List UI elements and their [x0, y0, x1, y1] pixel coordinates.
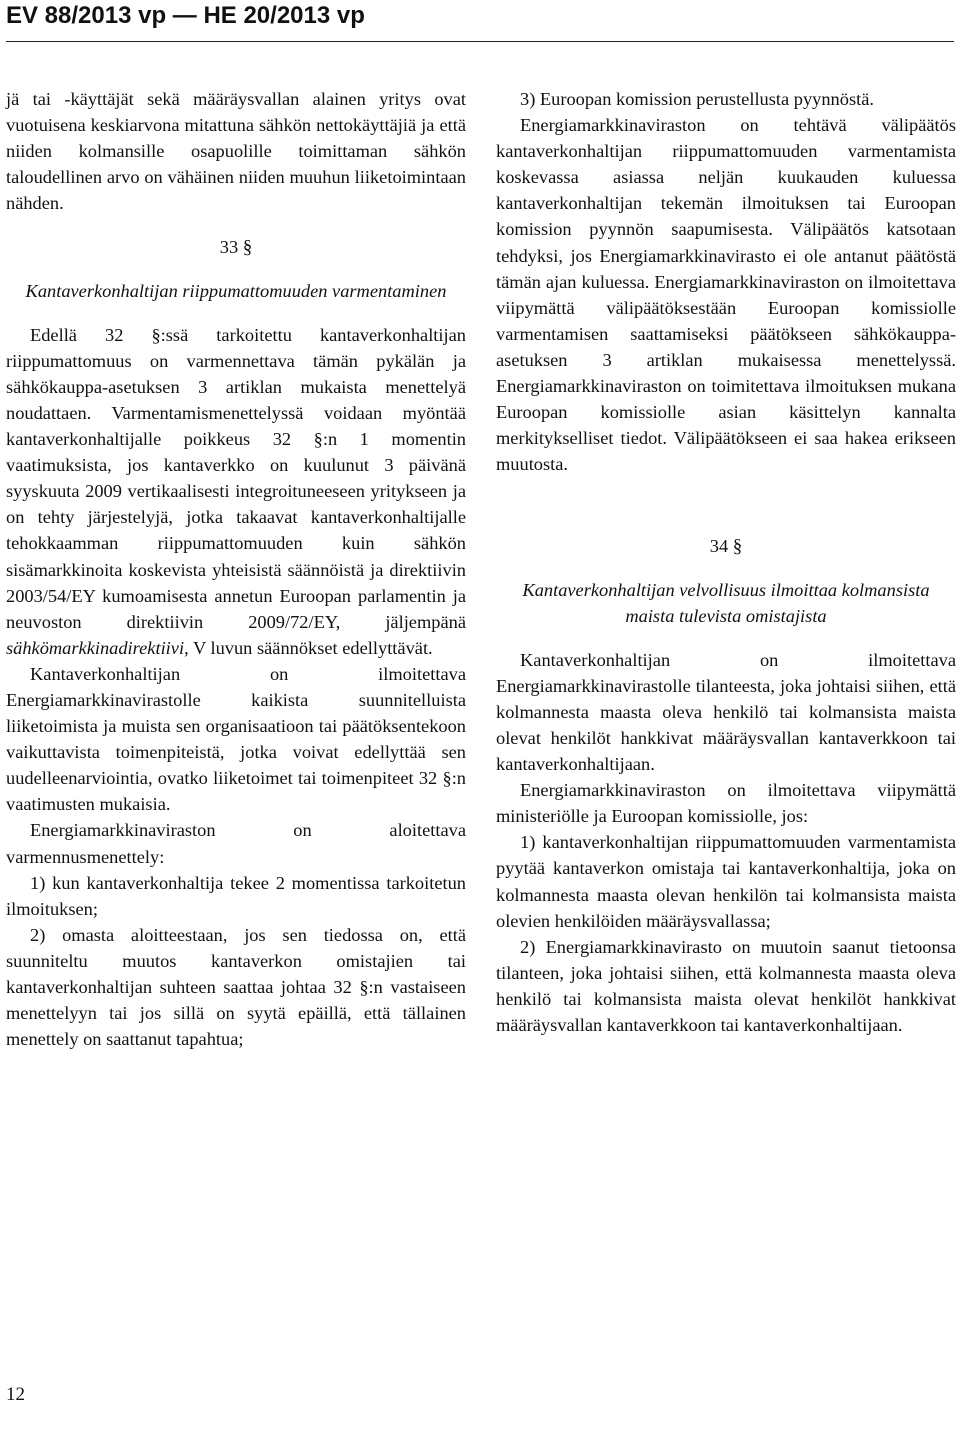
section-34-heading: [496, 533, 956, 560]
p1-text: Edellä 32 §:ssä tarkoitettu kantaverkonhaltijan riippumattomuus on varmennettava tämän pykälän ja sähkökauppa-asetuksen 3 artiklan mukaista menettelyä noudattaen. Varmentamismenettelyssä voidaan myöntää kantaverkonhaltijalle poikkeus 32 §:n 1 momentin vaatimuksista, jos kantaverkko on kuulunut 3 päivänä syyskuuta 2009 vertikaalisesti integroituneeseen yritykseen ja on tehty järjestelyjä, jotka takaavat kantaverkonhaltijalle tehokkaamman riippumattomuuden kuin sähkön sisämarkkinoita koskevista yhteisistä säännöistä ja direktiivin 2003/54/EY kumoamisesta annetun Euroopan parlamentin ja neuvoston direktiivin 2009/72/EY, jäljempänä: [6, 324, 466, 632]
section-33-paragraph-1: [6, 322, 466, 661]
section-34-paragraph-2: Energiamarkkinaviraston on ilmoitettava viipymättä ministeriölle ja Euroopan komissiolle, jos:: [496, 780, 956, 827]
section-33-paragraph-3: Energiamarkkinaviraston on aloitettava varmennusmenettely:: [6, 820, 466, 867]
list-item-3: 3) Euroopan komission perustellusta pyynnöstä.: [520, 89, 874, 109]
section-34-number: 34: [709, 536, 729, 557]
page-number: 12: [6, 1384, 25, 1405]
p1-end: , V luvun säännökset edellyttävät.: [184, 637, 433, 658]
section-34-paragraph-1: Kantaverkonhaltijan on ilmoitettava Energiamarkkinavirastolle tilanteesta, joka johtaisi siihen, että kolmannesta maasta oleva henkilö tai kolmansista maista olevat henkilöt hankkivat määräysvallan kantaverkkoon tai kantaverkonhaltijaan.: [496, 649, 956, 775]
section-34-title: Kantaverkonhaltijan velvollisuus ilmoittaa kolmansista maista tulevista omistajista: [522, 579, 930, 626]
section-sign: §: [732, 536, 743, 558]
section-sign: §: [242, 237, 253, 259]
right-column: [496, 86, 956, 1038]
section-33-number: 33: [219, 237, 239, 258]
page-header: [6, 0, 954, 42]
section-33-title: Kantaverkonhaltijan riippumattomuuden varmentaminen: [25, 280, 447, 301]
header-rule: [6, 41, 954, 42]
header-title: EV 88/2013 vp — HE 20/2013 vp: [6, 2, 365, 29]
intro-paragraph: jä tai -käyttäjät sekä määräysvallan alainen yritys ovat vuotuisena keskiarvona mitattuna sähkön nettokäyttäjiä ja että niiden kolmansille osapuolille toimittaman sähkön taloudellinen arvo on vähäinen niiden muuhun liiketoimintaan nähden.: [6, 89, 466, 214]
section-33-paragraph-2: Kantaverkonhaltijan on ilmoitettava Energiamarkkinavirastolle kaikista suunnitelluista liiketoimista ja muista sen organisaatioon tai päätöksentekoon vaikuttavista toimenpiteistä, jotka voivat edellyttää sen uudelleenarviointia, ovatko liiketoimet tai toimenpiteet 32 §:n vaatimusten mukaisia.: [6, 663, 466, 815]
section-33-paragraph-4: Energiamarkkinaviraston on tehtävä välipäätös kantaverkonhaltijan riippumattomuuden varmentamista koskevassa asiassa neljän kuukauden kuluessa kantaverkonhaltijan tekemän ilmoituksen tai Euroopan komission pyynnön saapumisesta. Välipäätös katsotaan tehdyksi, jos Energiamarkkinavirasto ei ole antanut päätöstä tämän ajan kuluessa. Energiamarkkinaviraston on ilmoitettava viipymättä välipäätöksestään Euroopan komissiolle varmentamisen saattamiseksi päätökseen sähkökauppa-asetuksen 3 artiklan mukaisessa menettelyssä. Energiamarkkinaviraston on toimitettava ilmoituksen mukana Euroopan komissiolle asian käsittelyn kannalta merkitykselliset tiedot. Välipäätökseen ei saa hakea erikseen muutosta.: [496, 115, 956, 475]
section-34-list-item-1: 1) kantaverkonhaltijan riippumattomuuden varmentamista pyytää kantaverkon omistaja tai kantaverkonhaltija, joka on kolmannesta maasta olevan henkilön tai kolmansista maista olevien henkilöiden määräysvallassa;: [496, 832, 956, 931]
list-item-1: 1) kun kantaverkonhaltija tekee 2 momentissa tarkoitetun ilmoituksen;: [6, 872, 466, 919]
list-item-2: 2) omasta aloitteestaan, jos sen tiedossa on, että suunniteltu muutos kantaverkon omistajien tai kantaverkonhaltijan suhteen saattaa johtaa 32 §:n vastaiseen menettelyyn tai jos sillä on syytä epäillä, että tällainen menettely on saattanut tapahtua;: [6, 924, 466, 1050]
section-33-heading: [6, 234, 466, 261]
section-34-list-item-2: 2) Energiamarkkinavirasto on muutoin saanut tietoonsa tilanteen, joka johtaisi siihen, että kolmannesta maasta oleva henkilö tai kolmansista maista olevat henkilöt hankkivat määräysvallan kantaverkkoon tai kantaverkonhaltijaan.: [496, 936, 956, 1035]
left-column: [6, 86, 466, 1052]
p1-italic-term: sähkömarkkinadirektiivi: [6, 637, 185, 658]
